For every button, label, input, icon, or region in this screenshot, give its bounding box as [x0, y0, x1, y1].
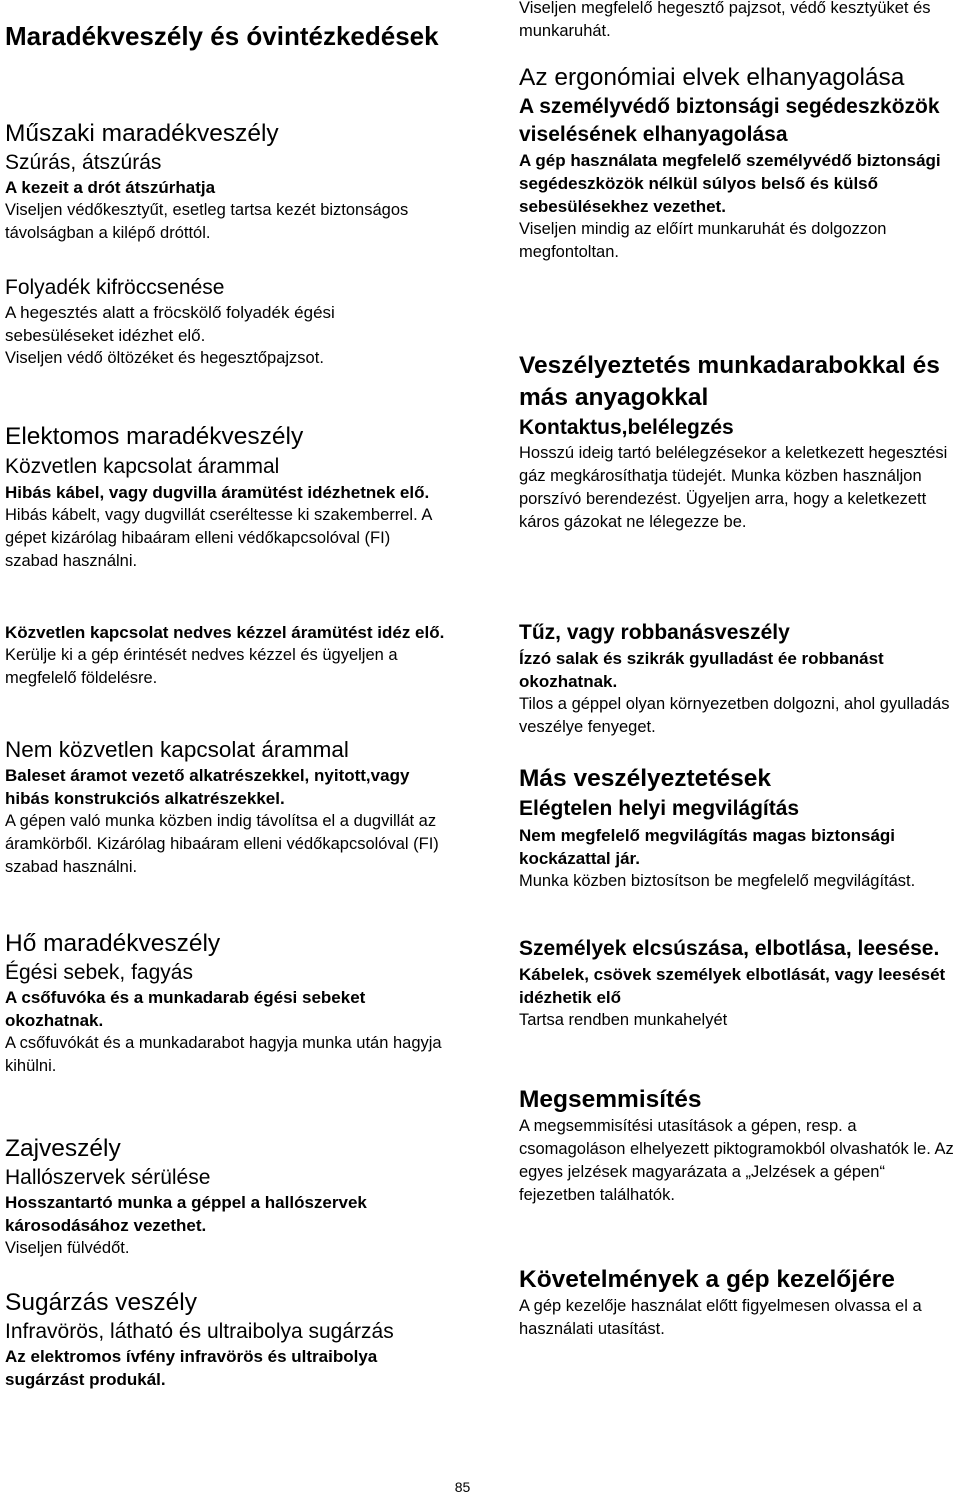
section-heading: Követelmények a gép kezelőjére — [519, 1266, 895, 1293]
precaution-text: Tartsa rendben munkahelyét — [519, 1011, 728, 1029]
section-heading: Elektomos maradékveszély — [5, 423, 304, 450]
precaution-text: Kerülje ki a gép érintését nedves kézzel és ügyeljen a megfelelő földelésre. — [5, 646, 398, 687]
hazard-description: A gép használata megfelelő személyvédő biztonsági segédeszközök nélkül súlyos belső és külső sebesülésekhez vezethet. — [519, 151, 941, 216]
section-heading: Tűz, vagy robbanásveszély — [519, 621, 790, 644]
section-continuation — [519, 0, 959, 43]
precaution-text: A csőfuvókát és a munkadarabot hagyja munka után hagyja kihülni. — [5, 1034, 442, 1075]
precaution-text: A megsemmisítési utasítások a gépen, resp. a csomagoláson elhelyezett piktogramokból olvashatók le. Az egyes jelzések magyarázata a „Jelzések a gépen“ fejezetben találhatók. — [519, 1117, 954, 1204]
hazard-description: Hibás kábel, vagy dugvilla áramütést idézhetnek elő. — [5, 483, 430, 502]
section-operator-requirements — [519, 1264, 959, 1341]
hazard-description: Nem megfelelő megvilágítás magas biztonsági kockázattal jár. — [519, 826, 896, 868]
section-heading: Megsemmisítés — [519, 1086, 702, 1113]
section-electrical-hazard — [5, 421, 445, 573]
section-heading: Veszélyeztetés munkadarabokkal és más anyagokkal — [519, 352, 940, 411]
precaution-text: Viseljen védő öltözéket és hegesztőpajzsot. — [5, 349, 324, 367]
hazard-description: Hosszantartó munka a géppel a hallószervek károsodásához vezethet. — [5, 1193, 367, 1235]
section-liquid-splash — [5, 274, 445, 370]
hazard-description: Ízzó salak és szikrák gyulladást ée robbanást okozhatnak. — [519, 649, 884, 691]
section-mechanical-hazard — [5, 118, 445, 245]
subsection-heading: Hallószervek sérülése — [5, 1166, 211, 1189]
page-number: 85 — [454, 1479, 471, 1495]
precaution-text: Hibás kábelt, vagy dugvillát cseréltesse ki szakemberrel. A gépet kizárólag hibaáram elleni védőkapcsolóval (FI) szabad használni. — [5, 506, 432, 570]
section-wet-hands — [5, 621, 445, 690]
section-other-hazards — [519, 763, 959, 893]
subsection-heading: Kontaktus,belélegzés — [519, 416, 734, 439]
section-heat-hazard — [5, 928, 445, 1078]
subsection-heading: Infravörös, látható és ultraibolya sugárzás — [5, 1320, 394, 1343]
hazard-description: Közvetlen kapcsolat nedves kézzel áramütést idéz elő. — [5, 623, 445, 642]
section-slip-trip — [519, 935, 959, 1032]
section-heading: Az ergonómiai elvek elhanyagolása — [519, 64, 905, 91]
precaution-text: Viseljen védőkesztyűt, esetleg tartsa kezét biztonságos távolságban a kilépő dróttól. — [5, 201, 409, 242]
precaution-text: Tilos a géppel olyan környezetben dolgozni, ahol gyulladás veszélye fenyeget. — [519, 695, 950, 736]
section-heading: Folyadék kifröccsenése — [5, 276, 225, 299]
subsection-heading: Közvetlen kapcsolat árammal — [5, 455, 280, 478]
section-heading: Személyek elcsúszása, elbotlása, leesése. — [519, 937, 940, 960]
section-heading: Műszaki maradékveszély — [5, 120, 279, 147]
section-indirect-contact — [5, 736, 445, 879]
section-disposal — [519, 1084, 959, 1207]
precaution-text: Viseljen fülvédőt. — [5, 1239, 130, 1257]
subsection-heading: Szúrás, átszúrás — [5, 151, 162, 174]
page-title: Maradékveszély és óvintézkedések — [5, 21, 439, 51]
section-heading: Hő maradékveszély — [5, 930, 221, 957]
hazard-description: A hegesztés alatt a fröcskölő folyadék égési sebesüléseket idézhet elő. — [5, 303, 335, 345]
subsection-heading: Égési sebek, fagyás — [5, 961, 193, 984]
precaution-text: Viseljen mindig az előírt munkaruhát és dolgozzon megfontoltan. — [519, 220, 887, 261]
section-workpiece-hazard — [519, 350, 959, 534]
section-radiation-hazard — [5, 1287, 445, 1391]
section-heading: Nem közvetlen kapcsolat árammal — [5, 737, 349, 762]
section-ergonomics — [519, 62, 959, 264]
hazard-description: Kábelek, csövek személyek elbotlását, vagy leesését idézhetik elő — [519, 965, 946, 1007]
precaution-text: A gép kezelője használat előtt figyelmesen olvassa el a használati utasítást. — [519, 1297, 922, 1338]
precaution-text: Hosszú ideig tartó belélegzésekor a keletkezett hegesztési gáz megkárosíthatja tüdejét. Munka közben használjon porszívó berendezést. Ügyeljen arra, hogy a keletkezett káros gázokat ne lélegezze be. — [519, 444, 948, 531]
precaution-text: Viseljen megfelelő hegesztő pajzsot, védő kesztyüket és munkaruhát. — [519, 0, 931, 40]
hazard-description: Az elektromos ívfény infravörös és ultraibolya sugárzást produkál. — [5, 1347, 378, 1389]
section-heading: Más veszélyeztetések — [519, 765, 771, 792]
section-heading: Zajveszély — [5, 1135, 121, 1162]
section-fire-hazard — [519, 619, 959, 739]
precaution-text: A gépen való munka közben indig távolítsa el a dugvillát az áramkörből. Kizárólag hibaáram elleni védőkapcsolóval (FI) szabad használni. — [5, 812, 439, 876]
hazard-description: A csőfuvóka és a munkadarab égési sebeket okozhatnak. — [5, 988, 366, 1030]
section-heading: Sugárzás veszély — [5, 1289, 198, 1316]
subsection-heading: Elégtelen helyi megvilágítás — [519, 797, 800, 820]
hazard-description: Baleset áramot vezető alkatrészekkel, nyitott,vagy hibás konstrukciós alkatrészekkel. — [5, 766, 410, 808]
hazard-description: A kezeit a drót átszúrhatja — [5, 178, 216, 197]
precaution-text: Munka közben biztosítson be megfelelő megvilágítást. — [519, 872, 916, 890]
subsection-heading: A személyvédő biztonsági segédeszközök viselésének elhanyagolása — [519, 95, 940, 146]
section-noise-hazard — [5, 1133, 445, 1260]
